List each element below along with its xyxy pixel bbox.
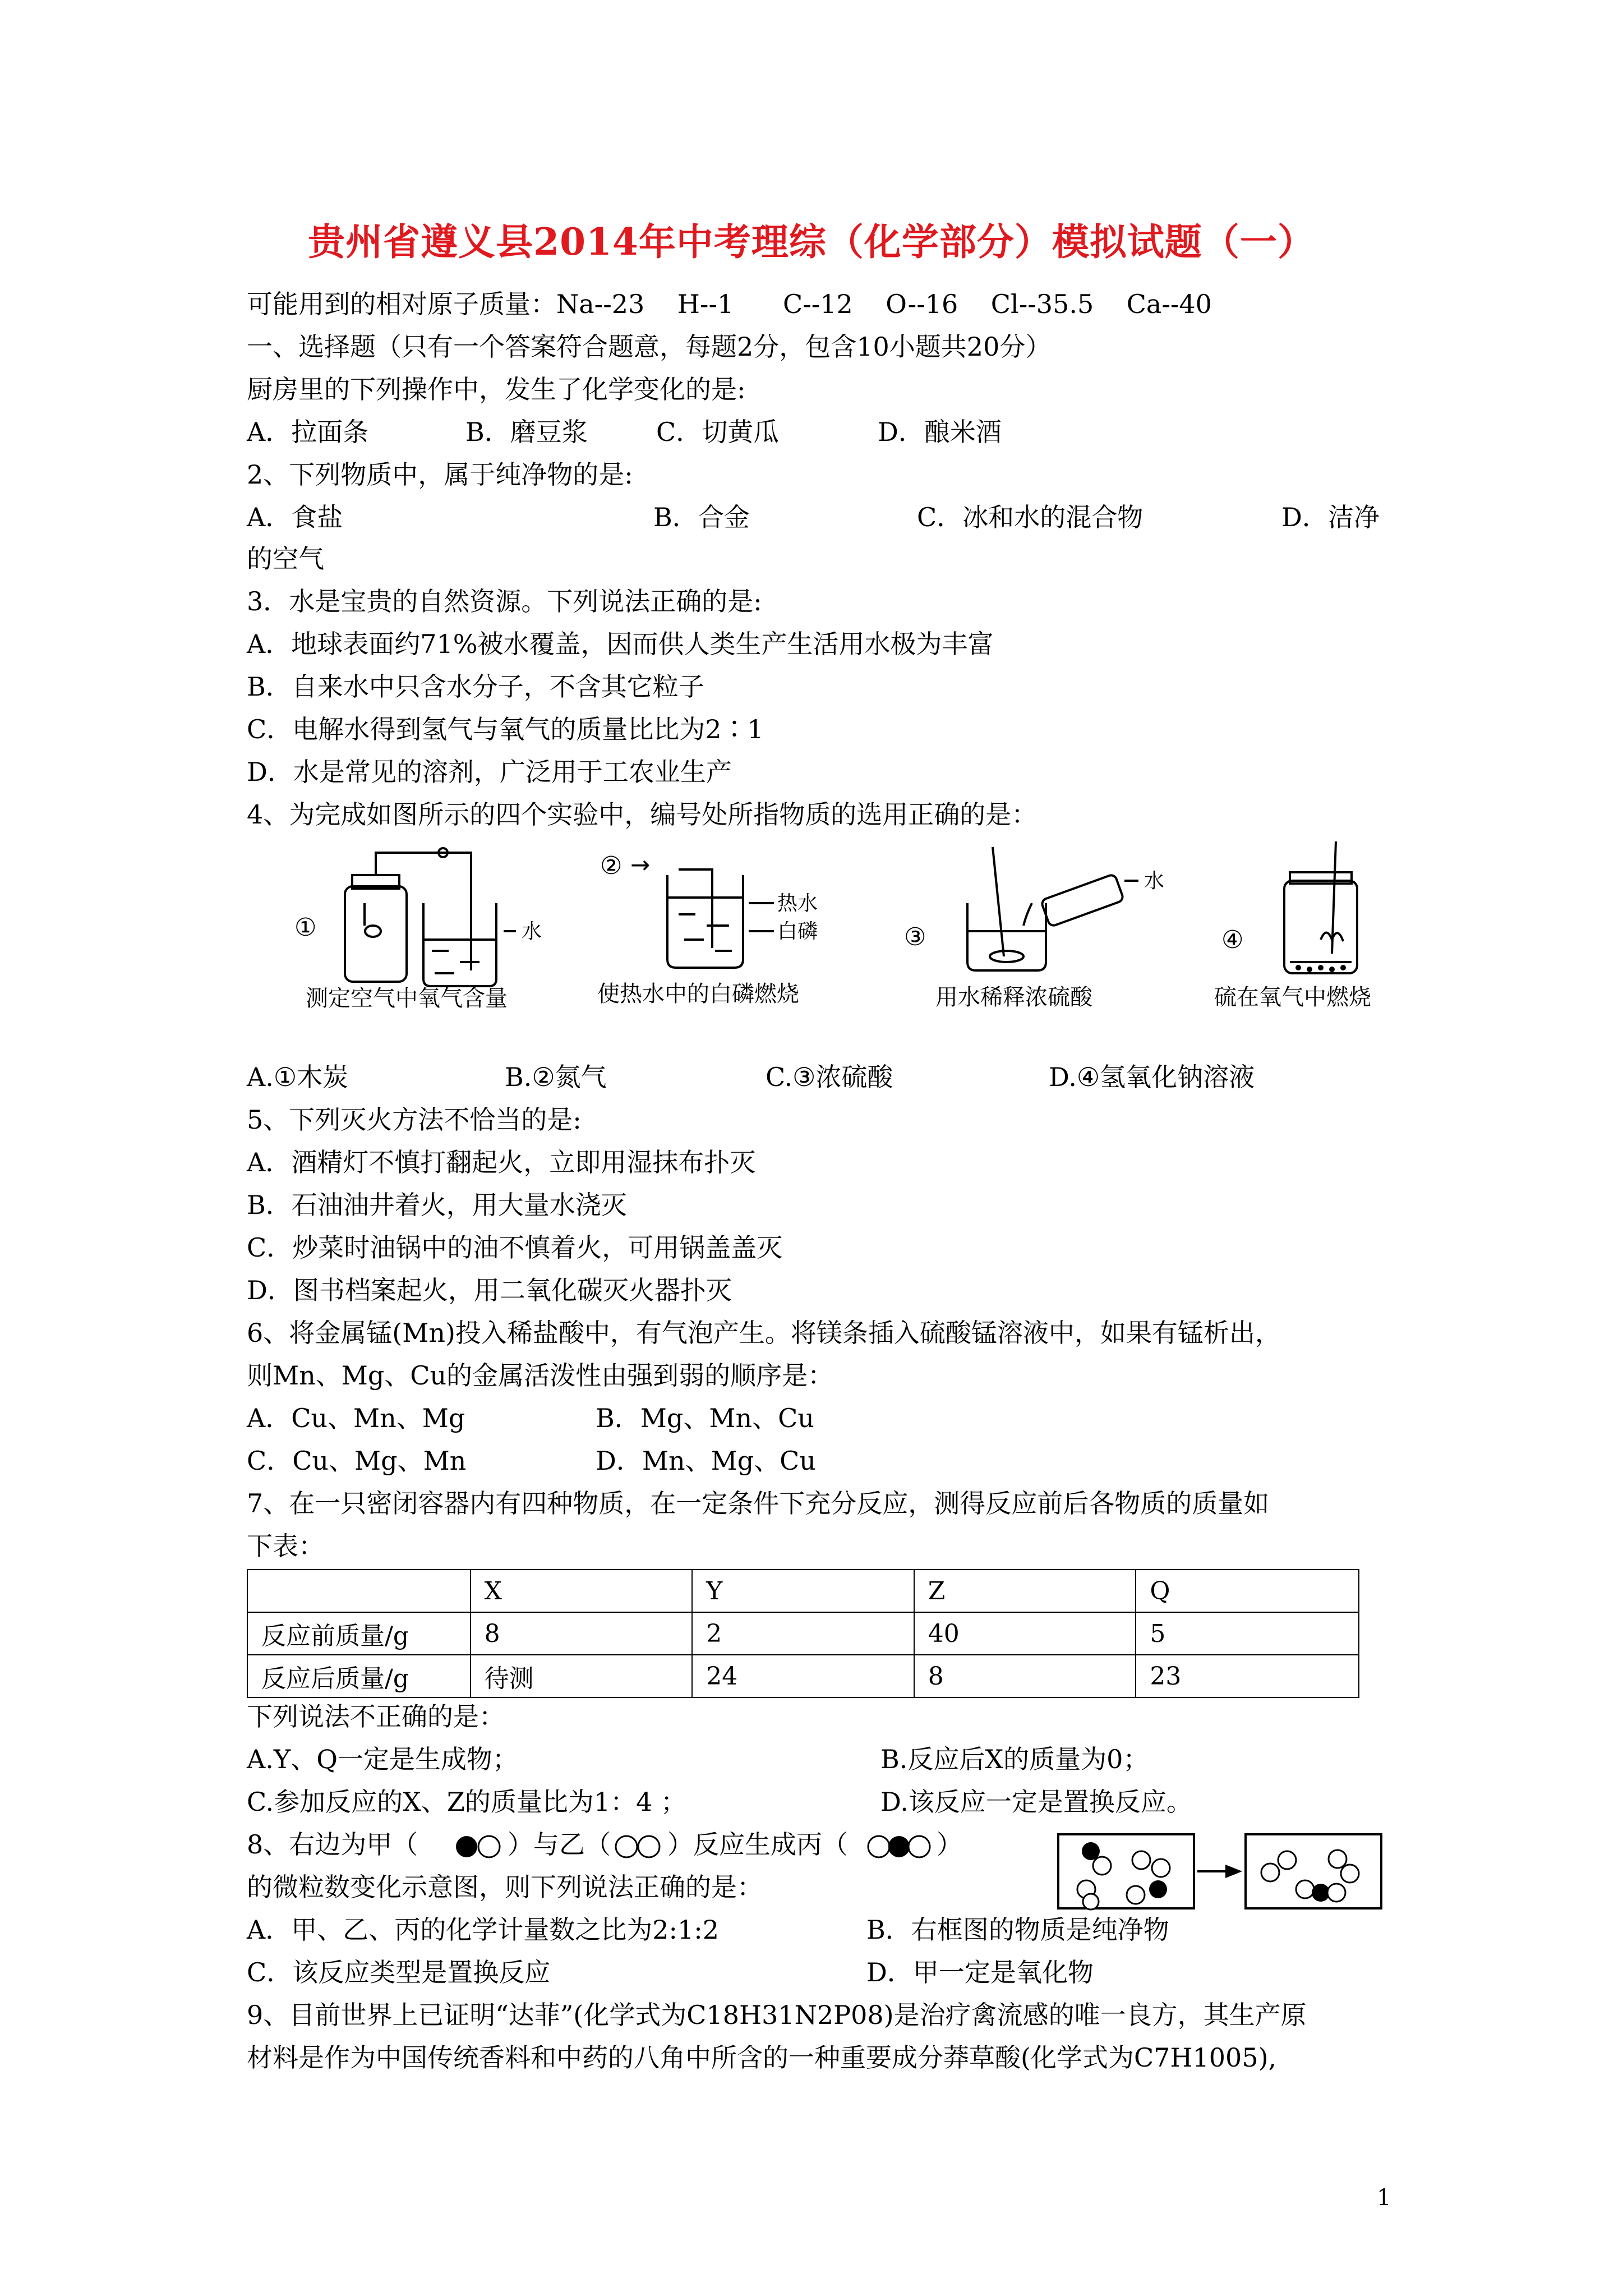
table-cell: 8 <box>914 1655 1136 1697</box>
q7-option-b: B.反应后X的质量为0； <box>880 1744 1149 1774</box>
fig2-arrow: → <box>630 851 651 878</box>
figure-sulfur-combustion <box>1206 841 1419 987</box>
q6-option-d: D．Mn、Mg、Cu <box>596 1446 816 1476</box>
q2-option-b: B．合金 <box>653 502 750 532</box>
fig3-caption: 用水稀释浓硫酸 <box>935 984 1092 1010</box>
q6-option-b: B．Mg、Mn、Cu <box>596 1403 814 1433</box>
table-cell: 2 <box>692 1612 914 1655</box>
table-cell: 反应后质量/g <box>247 1655 471 1697</box>
q1-option-c: C．切黄瓜 <box>656 417 780 447</box>
fig1-caption: 测定空气中氧气含量 <box>306 986 508 1011</box>
table-header-cell: X <box>471 1570 693 1612</box>
table-header-cell: Y <box>692 1570 914 1612</box>
particle-change-diagram <box>1057 1833 1382 1912</box>
q4-option-d: D.④氢氧化钠溶液 <box>1049 1062 1255 1092</box>
question-8-stem-part1: 8、右边为甲（ <box>247 1829 418 1860</box>
page-title: 贵州省遵义县2014年中考理综（化学部分）模拟试题（一） <box>308 220 1315 264</box>
q1-option-a: A．拉面条 <box>247 417 369 447</box>
q4-option-a: A.①木炭 <box>247 1062 349 1092</box>
fig4-caption: 硫在氧气中燃烧 <box>1214 984 1371 1010</box>
mass-table <box>247 1569 1359 1698</box>
fig3-water-label: 水 <box>1144 869 1165 892</box>
fig2-white-phosphorus-label: 白磷 <box>777 920 818 943</box>
fig3-number: ③ <box>904 923 926 951</box>
question-5-stem: 5、下列灭火方法不恰当的是: <box>247 1105 582 1135</box>
q6-option-a: A．Cu、Mn、Mg <box>247 1403 465 1433</box>
question-7-stem-line2: 下表： <box>247 1531 324 1561</box>
table-cell: 5 <box>1136 1612 1359 1655</box>
q3-option-a: A．地球表面约71%被水覆盖，因而供人类生产生活用水极为丰富 <box>247 629 994 659</box>
question-7-stem-line1: 7、在一只密闭容器内有四种物质，在一定条件下充分反应，测得反应前后各物质的质量如 <box>247 1488 1270 1519</box>
table-cell: 反应前质量/g <box>247 1612 471 1655</box>
q8-option-c: C．该反应类型是置换反应 <box>247 1957 551 1987</box>
fig2-hot-water-label: 热水 <box>777 892 818 915</box>
q1-option-d: D．酿米酒 <box>878 417 1002 447</box>
q3-option-c: C．电解水得到氢气与氧气的质量比比为2∶1 <box>247 714 764 744</box>
fig2-number: ② <box>600 852 623 880</box>
q5-option-b: B．石油油井着火，用大量水浇灭 <box>247 1190 627 1220</box>
q7-option-c: C.参加反应的X、Z的质量比为1：4 ； <box>247 1787 687 1817</box>
q1-option-b: B．磨豆浆 <box>465 417 588 447</box>
table-cell: 40 <box>914 1612 1136 1655</box>
table-cell: 待测 <box>471 1655 693 1697</box>
molecule-bing-icon <box>866 1834 934 1859</box>
table-header-cell <box>247 1570 471 1612</box>
table-cell: 8 <box>471 1612 693 1655</box>
section-heading: 一、选择题（只有一个答案符合题意，每题2分，包含10小题共20分） <box>247 332 1052 362</box>
q4-option-c: C.③浓硫酸 <box>766 1062 893 1092</box>
table-cell: 23 <box>1136 1655 1359 1697</box>
atomic-masses-line: 可能用到的相对原子质量：Na--23 H--1 C--12 O--16 Cl--35.5 Ca--40 <box>247 289 1212 319</box>
molecule-jia-icon <box>454 1834 505 1859</box>
question-3-stem: 3．水是宝贵的自然资源。下列说法正确的是: <box>247 586 762 616</box>
q8-option-d: D．甲一定是氧化物 <box>866 1957 1094 1987</box>
q6-option-c: C．Cu、Mg、Mn <box>247 1446 467 1476</box>
question-6-stem-line1: 6、将金属锰(Mn)投入稀盐酸中，有气泡产生。将镁条插入硫酸锰溶液中，如果有锰析出， <box>247 1318 1281 1348</box>
question-4-stem: 4、为完成如图所示的四个实验中，编号处所指物质的选用正确的是： <box>247 799 1038 830</box>
question-8-stem-line2: 的微粒数变化示意图，则下列说法正确的是： <box>247 1872 763 1902</box>
fig1-number: ① <box>294 913 317 942</box>
fig1-water-label: 水 <box>522 920 542 943</box>
q5-option-c: C．炒菜时油锅中的油不慎着火，可用锅盖盖灭 <box>247 1232 783 1263</box>
q3-option-b: B．自来水中只含水分子，不含其它粒子 <box>247 671 704 702</box>
table-row <box>247 1655 1359 1697</box>
table-header-row <box>247 1570 1359 1612</box>
question-6-stem-line2: 则Mn、Mg、Cu的金属活泼性由强到弱的顺序是： <box>247 1360 834 1391</box>
table-header-cell: Q <box>1136 1570 1359 1612</box>
q2-option-d-continued: 的空气 <box>247 544 324 574</box>
q8-option-b: B．右框图的物质是纯净物 <box>866 1915 1169 1945</box>
q2-option-d: D．洁净 <box>1281 502 1380 532</box>
q8-option-a: A．甲、乙、丙的化学计量数之比为2:1:2 <box>247 1915 720 1945</box>
table-row <box>247 1612 1359 1655</box>
question-2-stem: 2、下列物质中，属于纯净物的是: <box>247 459 633 490</box>
fig2-caption: 使热水中的白磷燃烧 <box>597 981 799 1007</box>
q5-option-a: A．酒精灯不慎打翻起火，立即用湿抹布扑灭 <box>247 1147 756 1177</box>
q2-option-a: A．食盐 <box>247 502 343 532</box>
figure-dilute-acid <box>897 841 1211 987</box>
table-header-cell: Z <box>914 1570 1136 1612</box>
figure-white-phosphorus <box>594 841 852 987</box>
q2-option-c: C．冰和水的混合物 <box>917 502 1144 532</box>
q3-option-d: D．水是常见的溶剂，广泛用于工农业生产 <box>247 757 732 787</box>
question-8-stem-part3: ）反应生成丙（ <box>667 1829 848 1860</box>
q7-after-table: 下列说法不正确的是： <box>247 1701 505 1732</box>
question-8-stem-part2: ）与乙（ <box>508 1829 611 1860</box>
table-cell: 24 <box>692 1655 914 1697</box>
q5-option-d: D．图书档案起火，用二氧化碳灭火器扑灭 <box>247 1275 732 1305</box>
molecule-yi-icon <box>614 1834 665 1859</box>
question-8-stem-part4: ） <box>937 1829 962 1860</box>
question-9-line2: 材料是作为中国传统香料和中药的八角中所含的一种重要成分莽草酸(化学式为C7H1005), <box>247 2042 1277 2073</box>
fig4-number: ④ <box>1221 926 1244 954</box>
q7-option-a: A.Y、Q一定是生成物； <box>247 1744 518 1774</box>
question-9-line1: 9、目前世界上已证明“达菲”(化学式为C18H31N2P08)是治疗禽流感的唯一良方，其生产原 <box>247 2000 1307 2030</box>
page-number: 1 <box>1377 2185 1391 2211</box>
q4-option-b: B.②氮气 <box>505 1062 607 1092</box>
question-1-stem: 厨房里的下列操作中，发生了化学变化的是: <box>247 374 746 404</box>
q7-option-d: D.该反应一定是置换反应。 <box>880 1787 1192 1817</box>
